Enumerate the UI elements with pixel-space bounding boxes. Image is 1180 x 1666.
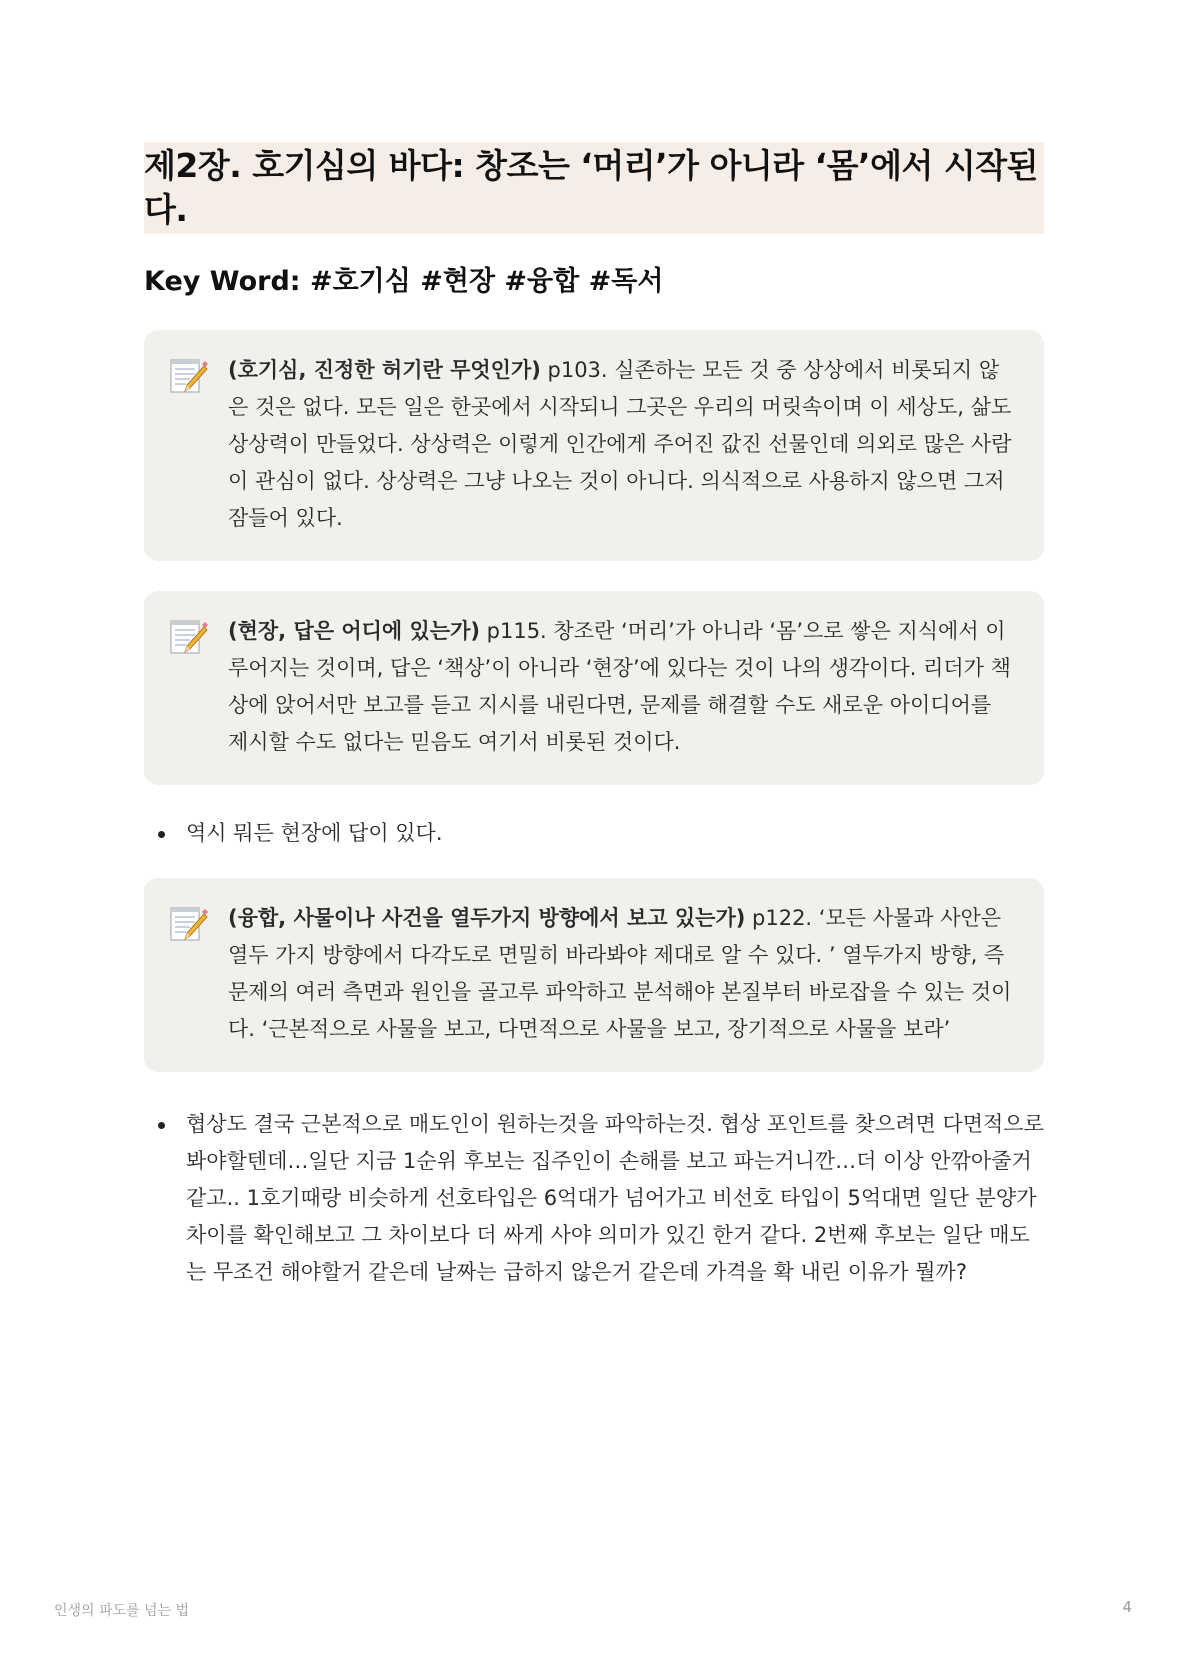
quote-callout [144, 878, 1044, 1072]
callout-heading: (융합, 사물이나 사건을 열두가지 방향에서 보고 있는가) [228, 906, 746, 930]
memo-icon [168, 356, 208, 396]
page-number: 4 [1122, 1598, 1132, 1616]
callout-text: p122. ‘모든 사물과 사안은 열두 가지 방향에서 다각도로 면밀히 바라봐야 제대로 알 수 있다. ’ 열두가지 방향, 즉 문제의 여러 측면과 원인을 골고루 파악하고 분석해야 본질부터 바로잡을 수 있는 것이다. ‘근본적으로 사물을 보고, 다면적으로 사물을 보고, 장기적으로 사물을 보라’ [228, 906, 1012, 1041]
memo-icon [168, 617, 208, 657]
callout-heading: (호기심, 진정한 허기란 무엇인가) [228, 358, 541, 382]
quote-callout [144, 591, 1044, 785]
keyword-line: Key Word: #호기심 #현장 #융합 #독서 [144, 266, 664, 297]
memo-icon [168, 904, 208, 944]
callout-heading: (현장, 답은 어디에 있는가) [228, 619, 480, 643]
callout-text: p103. 실존하는 모든 것 중 상상에서 비롯되지 않은 것은 없다. 모든 일은 한곳에서 시작되니 그곳은 우리의 머릿속이며 이 세상도, 삶도 상상력이 만들었다. 상상력은 이렇게 인간에게 주어진 값진 선물인데 의외로 많은 사람이 관심이 없다. 상상력은 그냥 나오는 것이 아니다. 의식적으로 사용하지 않으면 그저 잠들어 있다. [228, 358, 1012, 530]
list-item: 역시 뭐든 현장에 답이 있다. [144, 815, 1044, 852]
footer-book-title: 인생의 파도를 넘는 법 [54, 1603, 190, 1619]
document-body [144, 142, 1044, 1291]
callout-text: p115. 창조란 ‘머리’가 아니라 ‘몸’으로 쌓은 지식에서 이루어지는 것이며, 답은 ‘책상’이 아니라 ‘현장’에 있다는 것이 나의 생각이다. 리더가 책상에 앉어서만 보고를 듣고 지시를 내린다면, 문제를 해결할 수도 새로운 아이디어를 제시할 수도 없다는 믿음도 여기서 비롯된 것이다. [228, 619, 1011, 754]
chapter-title: 제2장. 호기심의 바다: 창조는 ‘머리’가 아니라 ‘몸’에서 시작된다. [144, 142, 1044, 234]
list-item: 협상도 결국 근본적으로 매도인이 원하는것을 파악하는것. 협상 포인트를 찾으려면 다면적으로 봐야할텐데…일단 지금 1순위 후보는 집주인이 손해를 보고 파는거니깐…더 이상 안깎아줄거 같고.. 1호기때랑 비슷하게 선호타입은 6억대가 넘어가고 비선호 타입이 5억대면 일단 분양가 차이를 확인해보고 그 차이보다 더 싸게 사야 의미가 있긴 한거 같다. 2번째 후보는 일단 매도는 무조건 해야할거 같은데 날짜는 급하지 않은거 같은데 가격을 확 내린 이유가 뭘까? [144, 1106, 1044, 1291]
quote-callout [144, 330, 1044, 561]
